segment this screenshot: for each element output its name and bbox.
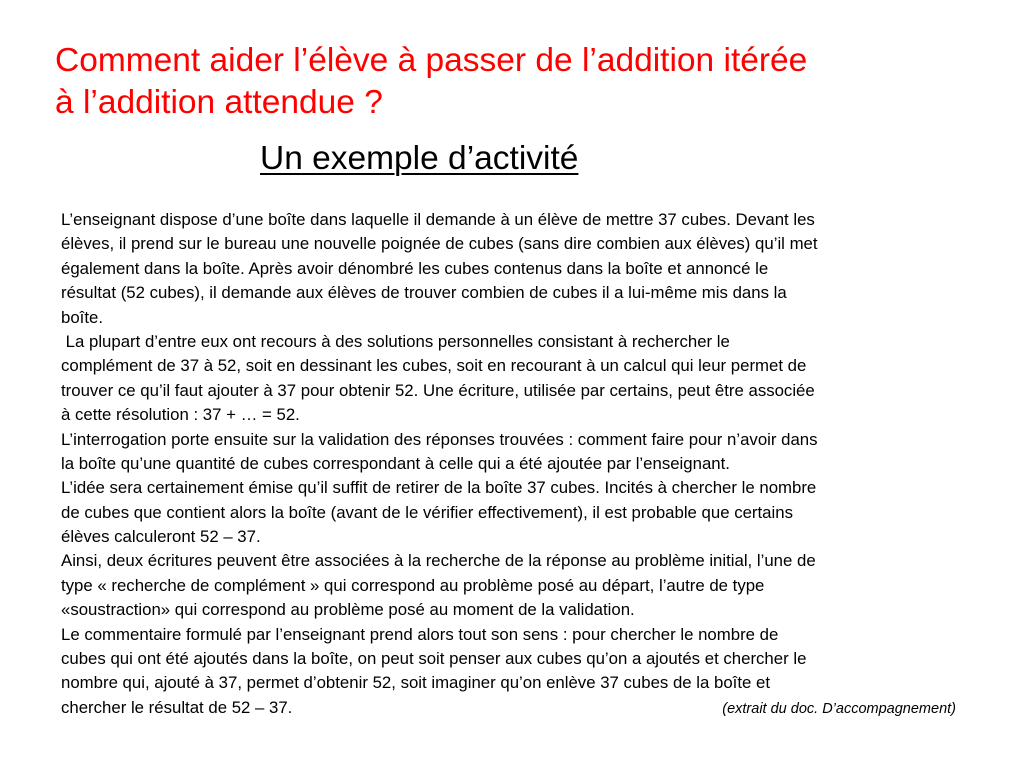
- text-line: la boîte qu’une quantité de cubes correspondant à celle qui a été ajoutée par l’enseignant.: [61, 453, 730, 473]
- text-line: trouver ce qu’il faut ajouter à 37 pour obtenir 52. Une écriture, utilisée par certains, peut être associée: [61, 380, 815, 400]
- text-line: L’idée sera certainement émise qu’il suffit de retirer de la boîte 37 cubes. Incités à chercher le nombre: [61, 478, 817, 498]
- text-line: élèves, il prend sur le bureau une nouvelle poignée de cubes (sans dire combien aux élèves) qu’il met: [61, 234, 818, 254]
- text-line: boîte.: [61, 307, 103, 327]
- slide-title-line-1: Comment aider l’élève à passer de l’addition itérée: [55, 42, 808, 79]
- text-line: chercher le résultat de 52 – 37.: [61, 697, 293, 717]
- slide-subtitle: Un exemple d’activité: [260, 140, 579, 177]
- text-line: de cubes que contient alors la boîte (avant de le vérifier effectivement), il est probable que certains: [61, 502, 793, 522]
- text-line: L’enseignant dispose d’une boîte dans laquelle il demande à un élève de mettre 37 cubes. Devant les: [61, 210, 815, 229]
- text-line: nombre qui, ajouté à 37, permet d’obtenir 52, soit imaginer qu’on enlève 37 cubes de la boîte et: [61, 673, 770, 693]
- text-line: L’interrogation porte ensuite sur la validation des réponses trouvées : comment faire pour n’avoir dans: [61, 429, 818, 449]
- text-line: à cette résolution : 37 + … = 52.: [61, 405, 300, 425]
- text-line: La plupart d’entre eux ont recours à des solutions personnelles consistant à rechercher le: [61, 331, 730, 351]
- activity-description: [61, 208, 963, 720]
- text-line: type « recherche de complément » qui correspond au problème posé au départ, l’autre de type: [61, 575, 765, 595]
- last-line-row: [61, 696, 963, 720]
- slide-title: [55, 40, 995, 124]
- slide-title-line-2: à l’addition attendue ?: [55, 84, 383, 121]
- text-line: résultat (52 cubes), il demande aux élèves de trouver combien de cubes il a lui-même mis dans la: [61, 283, 787, 303]
- text-line: élèves calculeront 52 – 37.: [61, 527, 261, 547]
- text-line: Ainsi, deux écritures peuvent être associées à la recherche de la réponse au problème initial, l’une de: [61, 551, 816, 571]
- text-line: complément de 37 à 52, soit en dessinant les cubes, soit en recourant à un calcul qui leur permet de: [61, 356, 807, 376]
- text-line: également dans la boîte. Après avoir dénombré les cubes contenus dans la boîte et annoncé le: [61, 258, 769, 278]
- text-line: «soustraction» qui correspond au problème posé au moment de la validation.: [61, 600, 635, 620]
- text-line: cubes qui ont été ajoutés dans la boîte, on peut soit penser aux cubes qu’on a ajoutés et chercher le: [61, 649, 807, 669]
- source-citation: (extrait du doc. D’accompagnement): [722, 700, 956, 717]
- text-line: Le commentaire formulé par l’enseignant prend alors tout son sens : pour chercher le nombre de: [61, 624, 779, 644]
